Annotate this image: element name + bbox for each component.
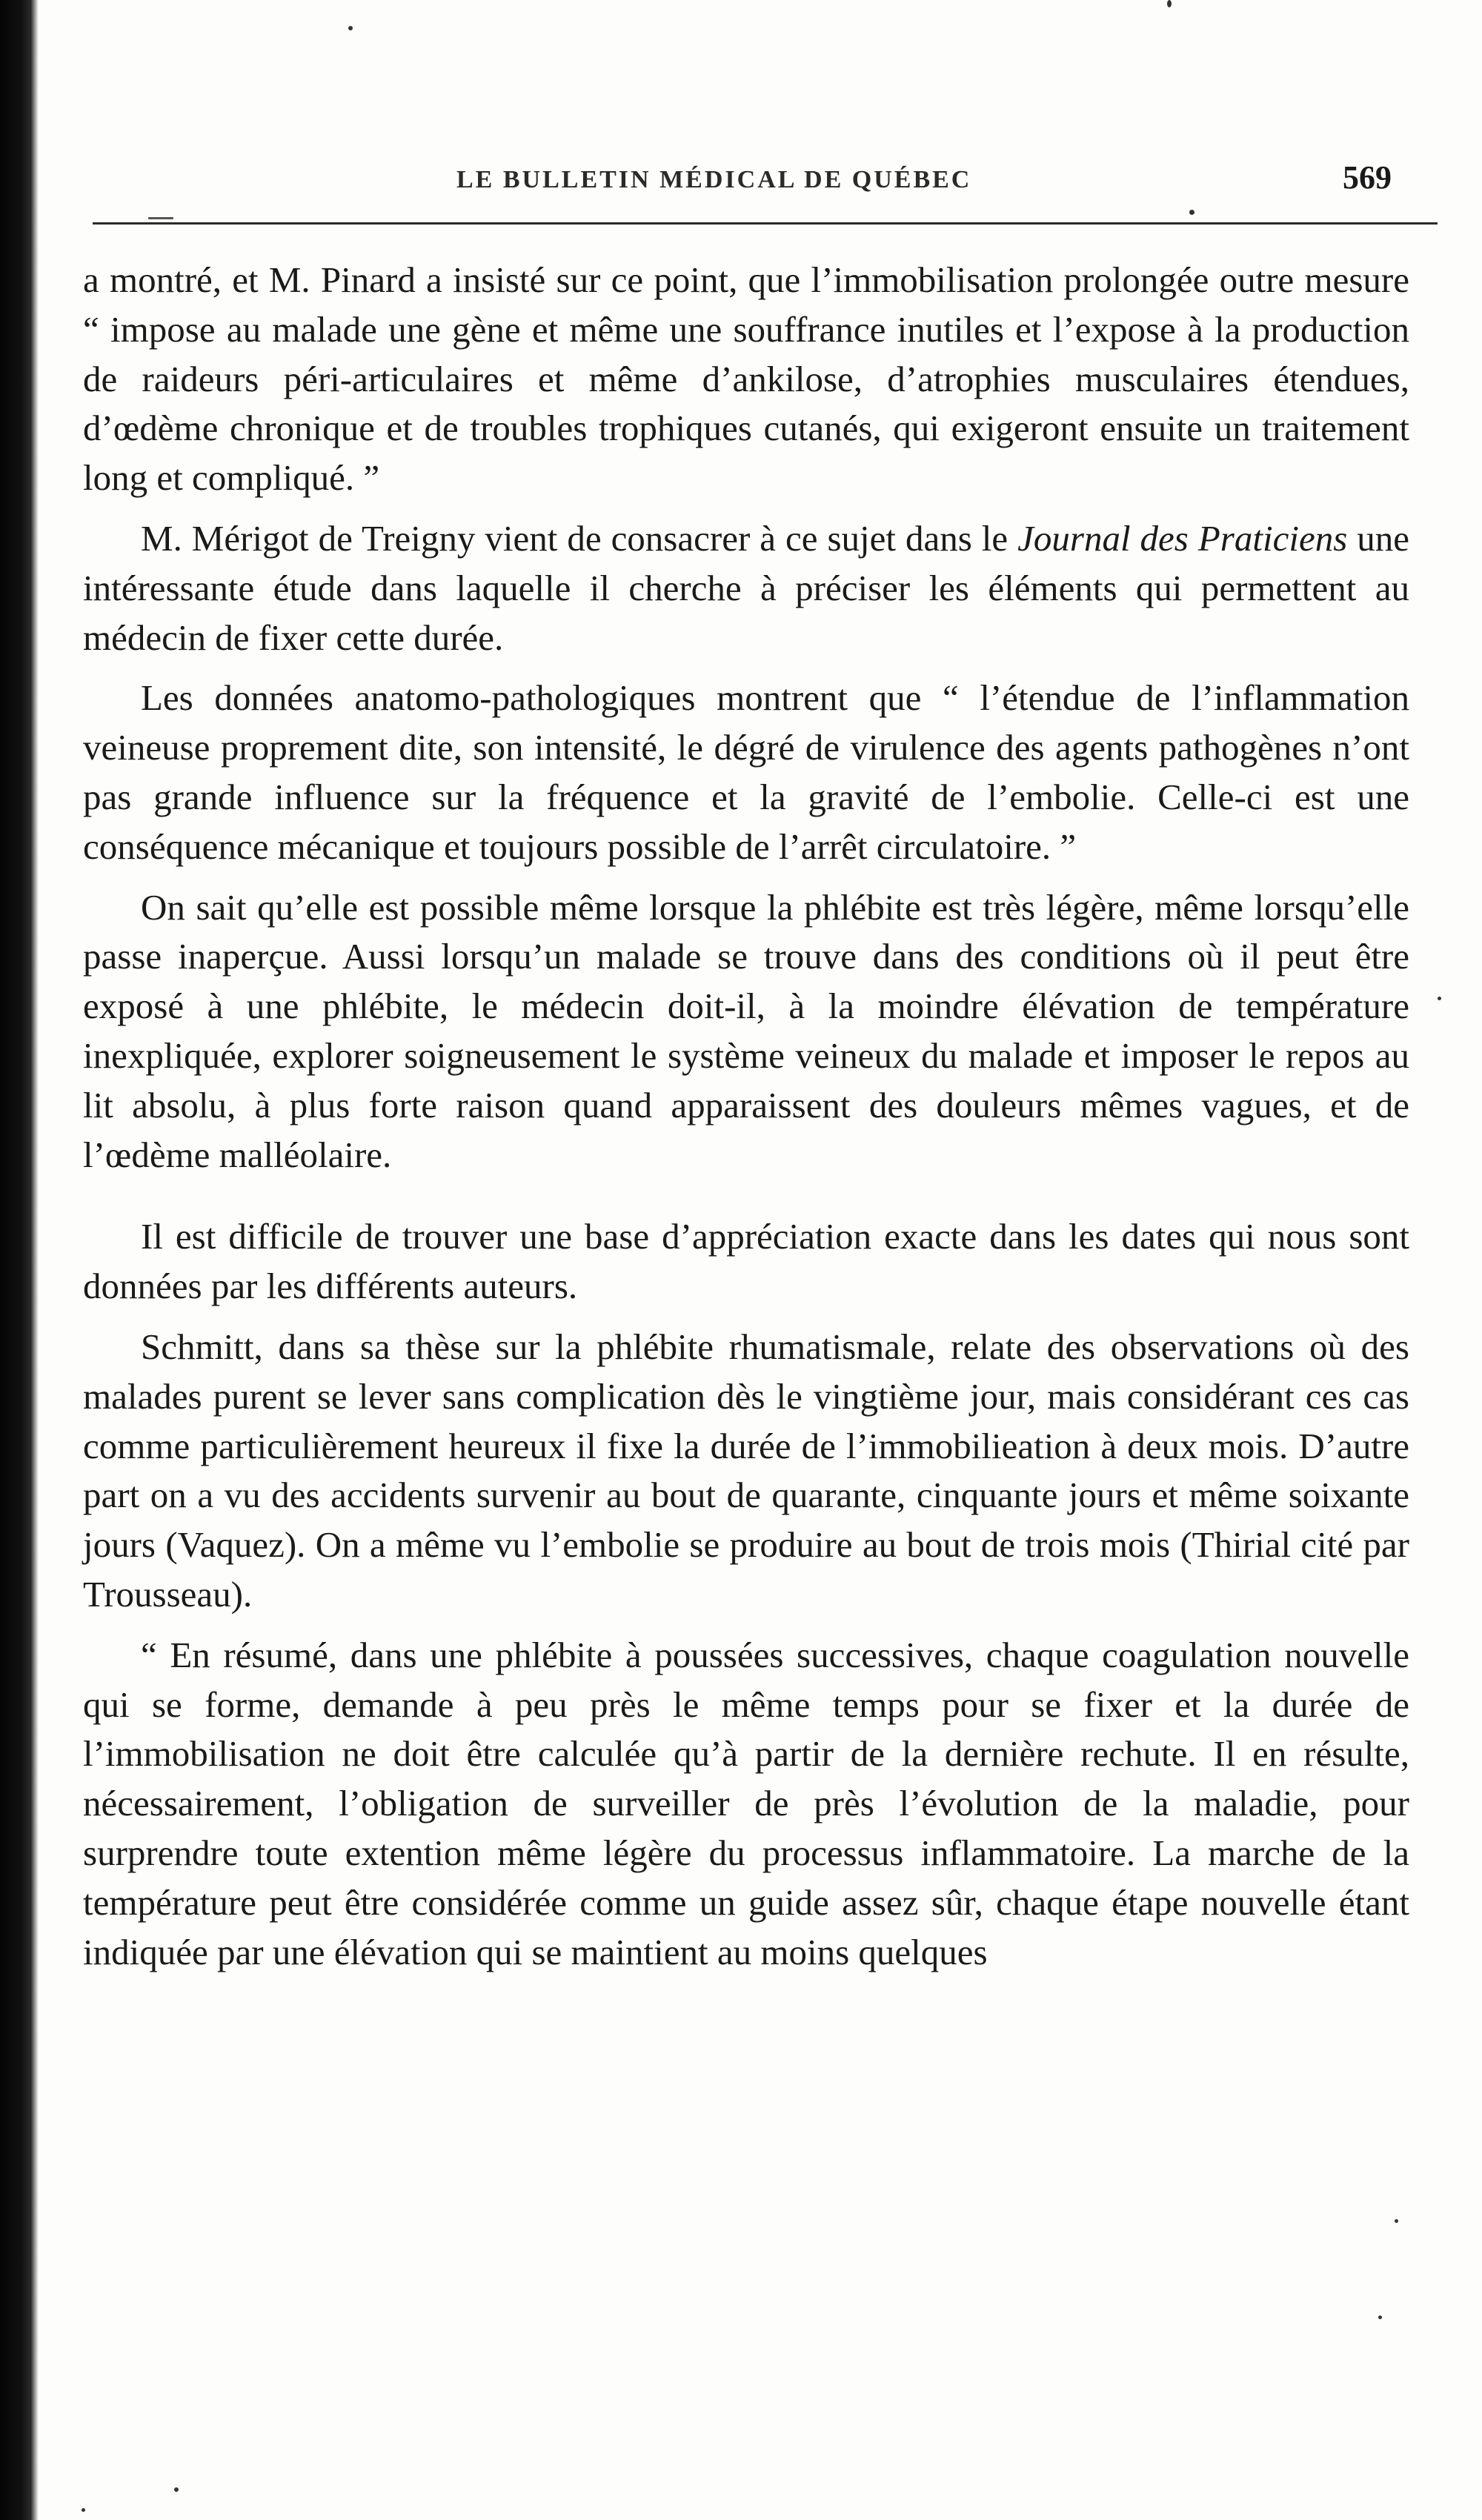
article-body (83, 256, 1409, 1988)
paragraph-immobilisation: a montré, et M. Pinard a insisté sur ce point, que l’immobilisation prolongée outre mesure “ impose au malade une gène et même une souffrance inutiles et l’expose à la production de raideurs péri-articulaires et même d’ankilose, d’atrophies musculaires étendues, d’œdème chronique et de troubles trophiques cutanés, qui exigeront ensuite un traitement long et compliqué. ” (83, 259, 1409, 499)
print-speck (1438, 997, 1441, 1000)
paragraph-phlebite-legere: On sait qu’elle est possible même lorsque la phlébite est très légère, même lorsqu’elle passe inaperçue. Aussi lorsqu’un malade se trouve dans des conditions où il peut être exposé à une phlébite, le médecin doit-il, à la moindre élévation de température inexpliquée, explorer soigneusement le système veineux du malade et imposer le repos au lit absolu, à plus forte raison quand apparaissent des douleurs mêmes vagues, et de l’œdème malléolaire. (83, 886, 1409, 1175)
print-speck (1167, 0, 1172, 7)
paragraph-resume: “ En résumé, dans une phlébite à poussées successives, chaque coagulation nouvelle qui se forme, demande à peu près le même temps pour se fixer et la durée de l’immobilisation ne doit être calculée qu’à partir de la dernière rechute. Il en résulte, nécessairement, l’obligation de surveiller de près l’évolution de la maladie, pour surprendre toute extention même légère du processus inflammatoire. La marche de la température peut être considérée comme un guide assez sûr, chaque étape nouvelle étant indiquée par une élévation qui se maintient au moins quelques (83, 1634, 1409, 1972)
print-speck (1189, 210, 1194, 215)
running-title: LE BULLETIN MÉDICAL DE QUÉBEC (456, 166, 972, 193)
journal-title: Journal des Praticiens (1017, 517, 1348, 559)
paragraph-difficile: Il est difficile de trouver une base d’appréciation exacte dans les dates qui nous sont données par les différents auteurs. (83, 1216, 1409, 1307)
header-rule (93, 222, 1438, 225)
page-binding-edge (0, 0, 39, 2520)
print-speck (174, 2487, 179, 2492)
paragraph-merigot-before: M. Mérigot de Treigny vient de consacrer à ce sujet dans le (141, 517, 1018, 559)
print-speck (148, 217, 173, 219)
page-header (96, 157, 1445, 209)
paragraph-anatomo-pathologiques: Les données anatomo-pathologiques montrent que “ l’étendue de l’inflammation veineuse proprement dite, son intensité, le dégré de virulence des agents pathogènes n’ont pas grande influence sur la fréquence et la gravité de l’embolie. Celle-ci est une conséquence mécanique et toujours possible de l’arrêt circulatoire. ” (83, 677, 1409, 867)
print-speck (1395, 2219, 1398, 2223)
page-number: 569 (1343, 159, 1392, 196)
paragraph-merigot (83, 514, 1409, 662)
print-speck (82, 2508, 85, 2512)
paragraph-merigot-after: une intéressante étude dans laquelle il cherche à préciser les éléments qui permettent au médecin de fixer cette durée. (83, 517, 1409, 658)
print-speck (348, 26, 353, 30)
paragraph-schmitt: Schmitt, dans sa thèse sur la phlébite rhumatismale, relate des observations où des malades purent se lever sans complication dès le vingtième jour, mais considérant ces cas comme particulièrement heureux il fixe la durée de l’immobilieation à deux mois. D’autre part on a vu des accidents survenir au bout de quarante, cinquante jours et même soixante jours (Vaquez). On a même vu l’embolie se produire au bout de trois mois (Thirial cité par Trousseau). (83, 1326, 1409, 1615)
print-speck (1378, 2315, 1382, 2319)
